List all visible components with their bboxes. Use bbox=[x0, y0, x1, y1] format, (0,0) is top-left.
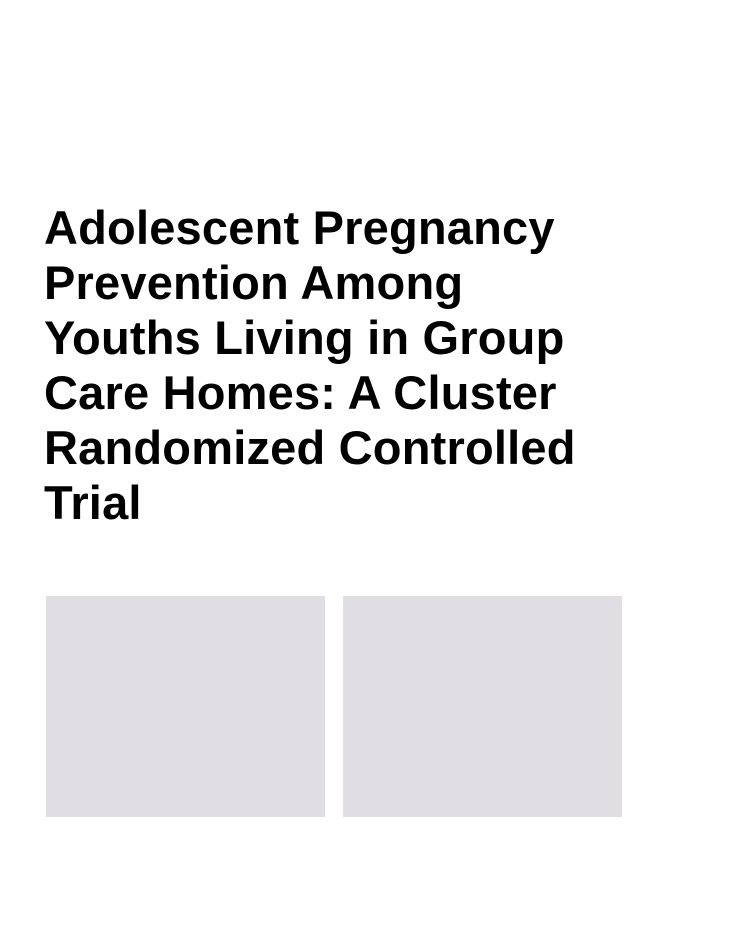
image-placeholder-right bbox=[343, 596, 622, 817]
article-title-line-5: Randomized Controlled bbox=[44, 421, 576, 475]
article-title-line-1: Adolescent Pregnancy bbox=[44, 201, 555, 255]
article-title-line-2: Prevention Among bbox=[44, 256, 464, 310]
article-title-line-4: Care Homes: A Cluster bbox=[44, 366, 557, 420]
article-title-line-6: Trial bbox=[44, 476, 142, 530]
image-placeholder-row bbox=[46, 596, 622, 817]
image-placeholder-left bbox=[46, 596, 325, 817]
article-title-line-3: Youths Living in Group bbox=[44, 311, 565, 365]
article-title bbox=[44, 200, 684, 530]
